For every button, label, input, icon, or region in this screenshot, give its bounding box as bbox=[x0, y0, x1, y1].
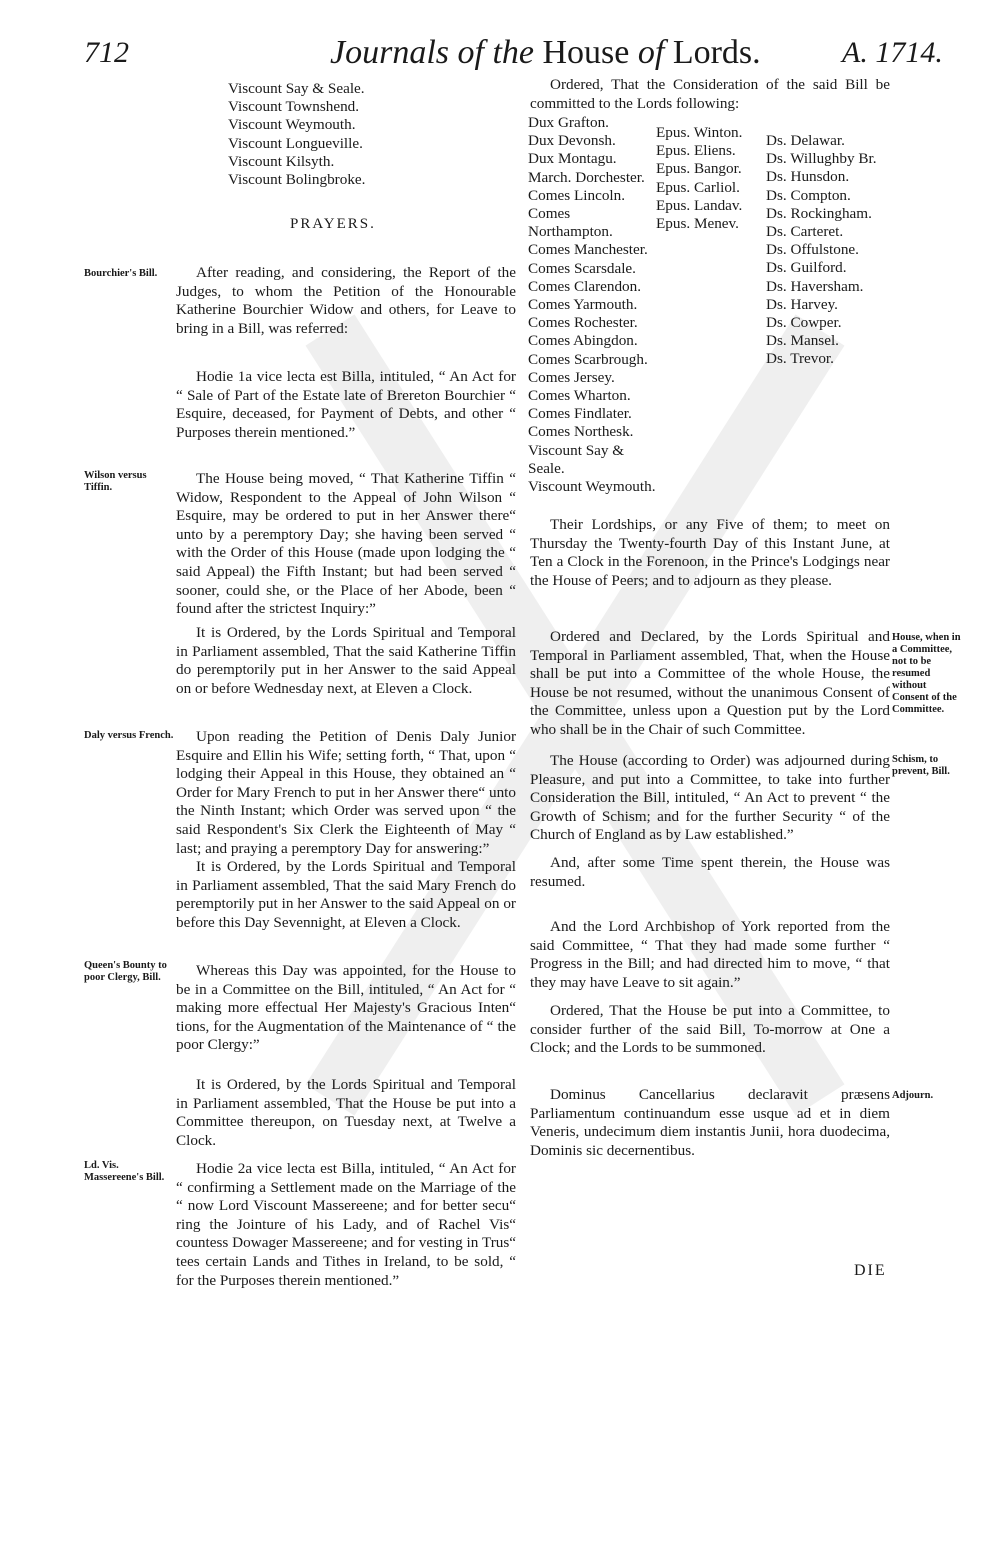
list-item: Ds. Delawar. bbox=[766, 132, 845, 149]
list-item: Viscount Kilsyth. bbox=[228, 152, 335, 170]
paragraph: Their Lordships, or any Five of them; to meet on Thursday the Twenty-fourth Day of this Instant June, at Ten a Clock in the Forenoon, in the Prince's Lodgings near the House of Peers; and to adjourn as they please. bbox=[530, 516, 890, 589]
list-item: Viscount Longueville. bbox=[228, 134, 363, 152]
list-item: Comes Lincoln. bbox=[528, 186, 626, 204]
list-item: Comes Manchester. bbox=[528, 241, 648, 259]
list-item: Viscount Weymouth. bbox=[228, 116, 356, 134]
list-item: Epus. Menev. bbox=[656, 215, 739, 233]
list-item: Ds. Guilford. bbox=[766, 259, 847, 277]
list-item: Epus. Eliens. bbox=[656, 142, 736, 160]
list-item: Comes Findlater. bbox=[528, 405, 632, 423]
list-item: Viscount Weymouth. bbox=[528, 478, 656, 496]
paragraph: It is Ordered, by the Lords Spiritual and Temporal in Parliament assembled, That the said Mary French do peremptorily put in her Answer to the said Appeal on or before this Day Sevennight, at Eleven a Clock. bbox=[176, 858, 516, 931]
paragraph: Ordered and Declared, by the Lords Spiritual and Temporal in Parliament assembled, That, when the House shall be put into a Committee of the whole House, the House be not resumed, without the unanimous Consent of the Committee, unless upon a Question put by the Lord who shall be in the Chair of such Committee. bbox=[530, 628, 890, 738]
list-item: Comes Abingdon. bbox=[528, 332, 638, 350]
list-item: Ds. Hunsdon. bbox=[766, 168, 850, 186]
list-item: Ds. Harvey. bbox=[766, 295, 838, 313]
list-item: Epus. Winton. bbox=[656, 124, 743, 141]
list-item: Comes Clarendon. bbox=[528, 277, 642, 295]
committee-list-bishops bbox=[656, 124, 742, 233]
committee-list-barons bbox=[766, 132, 877, 369]
paragraph: Ordered, That the Consideration of the said Bill be committed to the Lords following: bbox=[530, 76, 890, 112]
list-item: Viscount Bolingbroke. bbox=[228, 171, 366, 189]
list-item: Epus. Carliol. bbox=[656, 178, 740, 196]
page-number: 712 bbox=[84, 36, 129, 69]
committee-list-temporal bbox=[528, 114, 654, 496]
paragraph: After reading, and considering, the Report of the Judges, to whom the Petition of the Honourable Katherine Bourchier Widow and others, for Leave to bring in a Bill, was referred: bbox=[176, 264, 516, 337]
list-item: Ds. Mansel. bbox=[766, 332, 839, 350]
section-heading: PRAYERS. bbox=[290, 216, 376, 232]
attendance-list bbox=[228, 80, 365, 189]
margin-note-queens-bounty: Queen's Bounty to poor Clergy, Bill. bbox=[84, 960, 167, 983]
margin-note-schism: Schism, to prevent, Bill. bbox=[892, 754, 950, 777]
paragraph: Hodie 2a vice lecta est Billa, intituled, “ An Act for “ confirming a Settlement made on the Marriage of the “ now Lord Viscount Massereene; and for better secu“ ring the Jointure of his Lady, and of Rachel Vis“ countess Dowager Massereene; and for vesting in Trus“ tees certain Lands and Tithes in Ireland, to be sold, “ for the Purposes therein mentioned.” bbox=[176, 1160, 516, 1289]
list-item: Ds. Trevor. bbox=[766, 350, 834, 368]
list-item: Comes Scarsdale. bbox=[528, 259, 636, 277]
list-item: Ds. Willughby Br. bbox=[766, 150, 877, 168]
paragraph: Hodie 1a vice lecta est Billa, intituled, “ An Act for “ Sale of Part of the Estate late of Brereton Bourchier “ Esquire, deceased, for Payment of Debts, and other “ Purposes therein mentioned.” bbox=[176, 368, 516, 441]
list-item: Comes Jersey. bbox=[528, 368, 615, 386]
margin-note-massereene: Ld. Vis. Massereene's Bill. bbox=[84, 1160, 165, 1183]
paragraph: The House (according to Order) was adjourned during Pleasure, and put into a Committee, to take into further Consideration the Bill, intituled, “ An Act to prevent “ the Growth of Schism; and for the further Security “ of the Church of England as by Law established.” bbox=[530, 752, 890, 844]
list-item: Comes Scarbrough. bbox=[528, 350, 648, 368]
paragraph: The House being moved, “ That Katherine Tiffin “ Widow, Respondent to the Appeal of John Wilson “ Esquire, may be ordered to put in her Answer there“ unto by a peremptory Day; she having been served “ with the Order of this House (made upon lodging the “ said Appeal) the Fifth Instant; but had been served “ sooner, could she, or the Place of her Abode, been “ found after the strictest Inquiry:” bbox=[176, 470, 516, 618]
list-item: Ds. Offulstone. bbox=[766, 241, 859, 259]
paragraph: Ordered, That the House be put into a Committee, to consider further of the said Bill, To-morrow at One a Clock; and the Lords to be summoned. bbox=[530, 1002, 890, 1057]
catchword: DIE bbox=[854, 1262, 887, 1279]
list-item: Ds. Carteret. bbox=[766, 223, 844, 241]
list-item: Epus. Landav. bbox=[656, 196, 743, 214]
list-item: Comes Northesk. bbox=[528, 423, 634, 441]
margin-note-daly: Daly versus French. bbox=[84, 730, 174, 741]
paragraph: Dominus Cancellarius declaravit præsens Parliamentum continuandum esse usque ad et in diem Veneris, undecimum diem instantis Junii, hora duodecima, Dominis sic decernentibus. bbox=[530, 1086, 890, 1159]
list-item: March. Dorchester. bbox=[528, 168, 645, 186]
margin-note-bourchier: Bourchier's Bill. bbox=[84, 268, 158, 279]
page-year: A. 1714. bbox=[842, 36, 943, 69]
paragraph: And the Lord Archbishop of York reported from the said Committee, “ That they had made some further “ Progress in the Bill; and had directed him to move, “ that they may have Leave to sit again.” bbox=[530, 918, 890, 991]
list-item: Ds. Rockingham. bbox=[766, 204, 872, 222]
list-item: Comes Northampton. bbox=[528, 205, 613, 241]
margin-note-wilson: Wilson versus Tiffin. bbox=[84, 470, 147, 493]
list-item: Viscount Townshend. bbox=[228, 98, 360, 116]
paragraph: Whereas this Day was appointed, for the House to be in a Committee on the Bill, intituled, “ An Act for “ making more effectual Her Majesty's Gracious Inten“ tions, for the Augmentation of the Maintenance of “ the poor Clergy:” bbox=[176, 962, 516, 1054]
list-item: Dux Grafton. bbox=[528, 114, 609, 131]
margin-note-house-committee: House, when in a Committee, not to be resumed without Consent of the Committee. bbox=[892, 632, 961, 715]
margin-note-adjourn: Adjourn. bbox=[892, 1090, 934, 1101]
list-item: Comes Yarmouth. bbox=[528, 296, 638, 314]
list-item: Dux Montagu. bbox=[528, 150, 617, 168]
list-item: Ds. Cowper. bbox=[766, 314, 842, 332]
paragraph: It is Ordered, by the Lords Spiritual and Temporal in Parliament assembled, That the House be put into a Committee thereupon, on Tuesday next, at Twelve a Clock. bbox=[176, 1076, 516, 1149]
list-item: Viscount Say & Seale. bbox=[528, 441, 625, 477]
page-title: Journals of the House of Lords. bbox=[330, 34, 761, 71]
list-item: Comes Wharton. bbox=[528, 387, 631, 405]
paragraph: Upon reading the Petition of Denis Daly Junior Esquire and Ellin his Wife; setting forth, “ That, upon “ lodging their Appeal in this House, they obtained an “ Order for Mary French to put in her Answer there“ unto the Ninth Instant; which Order was served upon “ the said Respondent's Six Clerk the Eighteenth of May “ last; and praying a peremptory Day for answering:” bbox=[176, 728, 516, 857]
list-item: Comes Rochester. bbox=[528, 314, 638, 332]
paragraph: And, after some Time spent therein, the House was resumed. bbox=[530, 854, 890, 890]
paragraph: It is Ordered, by the Lords Spiritual and Temporal in Parliament assembled, That the said Katherine Tiffin do peremptorily put in her Answer to the said Appeal on or before Wednesday next, at Eleven a Clock. bbox=[176, 624, 516, 697]
list-item: Ds. Compton. bbox=[766, 186, 851, 204]
list-item: Viscount Say & Seale. bbox=[228, 80, 365, 97]
list-item: Ds. Haversham. bbox=[766, 277, 864, 295]
list-item: Dux Devonsh. bbox=[528, 132, 616, 150]
list-item: Epus. Bangor. bbox=[656, 160, 742, 178]
